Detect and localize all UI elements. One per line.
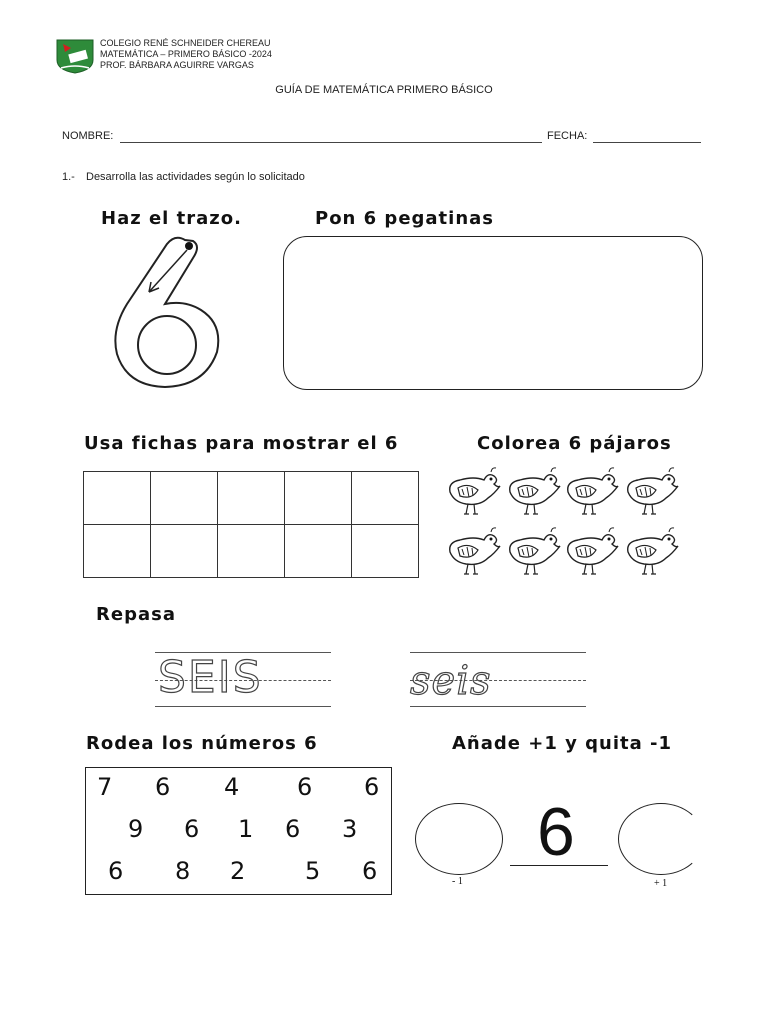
number-cell[interactable]: 6 xyxy=(285,815,301,843)
number-cell[interactable]: 4 xyxy=(224,773,240,801)
school-name: COLEGIO RENÉ SCHNEIDER CHEREAU xyxy=(100,38,271,48)
number-cell[interactable]: 6 xyxy=(184,815,200,843)
bird-icon[interactable] xyxy=(444,462,502,520)
bird-icon[interactable] xyxy=(562,462,620,520)
ten-frame-cell[interactable] xyxy=(218,472,285,525)
trace-word-lower[interactable]: seis xyxy=(410,658,492,704)
writing-line xyxy=(410,652,586,653)
name-field[interactable] xyxy=(120,142,542,143)
circle-numbers-title: Rodea los números 6 xyxy=(86,733,318,754)
bird-icon[interactable] xyxy=(504,462,562,520)
bird-icon[interactable] xyxy=(622,462,680,520)
trace-word-upper[interactable]: SEIS xyxy=(158,652,263,703)
tokens-title: Usa fichas para mostrar el 6 xyxy=(84,433,399,454)
add-subtract-title: Añade +1 y quita -1 xyxy=(452,733,673,754)
writing-line xyxy=(155,706,331,707)
number-cell[interactable]: 3 xyxy=(342,815,358,843)
bird-icon[interactable] xyxy=(562,522,620,580)
center-number-line xyxy=(510,865,608,866)
number-cell[interactable]: 1 xyxy=(238,815,254,843)
stickers-box[interactable] xyxy=(283,236,703,390)
trace-title: Haz el trazo. xyxy=(101,208,242,229)
bird-icon[interactable] xyxy=(504,522,562,580)
ten-frame-grid[interactable] xyxy=(83,471,419,578)
stickers-title: Pon 6 pegatinas xyxy=(315,208,495,229)
minus-one-label: - 1 xyxy=(452,876,463,887)
number-cell[interactable]: 7 xyxy=(97,773,113,801)
ten-frame-cell[interactable] xyxy=(352,472,419,525)
birds-group xyxy=(444,462,684,582)
date-field[interactable] xyxy=(593,142,701,143)
instruction-text: Desarrolla las actividades según lo solicitado xyxy=(86,171,305,183)
minus-one-circle[interactable] xyxy=(415,803,503,875)
name-label: NOMBRE: xyxy=(62,130,114,142)
number-cell[interactable]: 5 xyxy=(305,857,321,885)
ten-frame-cell[interactable] xyxy=(285,525,352,578)
teacher-name: PROF. BÁRBARA AGUIRRE VARGAS xyxy=(100,60,254,70)
number-cell[interactable]: 6 xyxy=(155,773,171,801)
bird-icon[interactable] xyxy=(622,522,680,580)
bird-icon[interactable] xyxy=(444,522,502,580)
number-cell[interactable]: 6 xyxy=(362,857,378,885)
plus-one-circle[interactable] xyxy=(618,803,704,875)
subject-line: MATEMÁTICA – PRIMERO BÁSICO -2024 xyxy=(100,49,272,59)
review-title: Repasa xyxy=(96,604,176,625)
date-label: FECHA: xyxy=(547,130,588,142)
number-cell[interactable]: 6 xyxy=(108,857,124,885)
trace-six-figure[interactable] xyxy=(105,232,235,392)
center-number: 6 xyxy=(537,794,575,870)
number-cell[interactable]: 2 xyxy=(230,857,246,885)
ten-frame-cell[interactable] xyxy=(285,472,352,525)
ten-frame-cell[interactable] xyxy=(84,525,151,578)
instruction-number: 1.- xyxy=(62,171,75,183)
school-info xyxy=(100,38,272,71)
number-cell[interactable]: 6 xyxy=(297,773,313,801)
number-cell[interactable]: 6 xyxy=(364,773,380,801)
school-logo xyxy=(55,38,95,74)
plus-one-label: + 1 xyxy=(654,878,668,889)
writing-line xyxy=(410,706,586,707)
ten-frame-cell[interactable] xyxy=(151,472,218,525)
ten-frame-cell[interactable] xyxy=(352,525,419,578)
page-title: GUÍA DE MATEMÁTICA PRIMERO BÁSICO xyxy=(275,84,493,96)
number-cell[interactable]: 8 xyxy=(175,857,191,885)
ten-frame-cell[interactable] xyxy=(84,472,151,525)
ten-frame-cell[interactable] xyxy=(151,525,218,578)
birds-title: Colorea 6 pájaros xyxy=(477,433,672,454)
number-cell[interactable]: 9 xyxy=(128,815,144,843)
ten-frame-cell[interactable] xyxy=(218,525,285,578)
